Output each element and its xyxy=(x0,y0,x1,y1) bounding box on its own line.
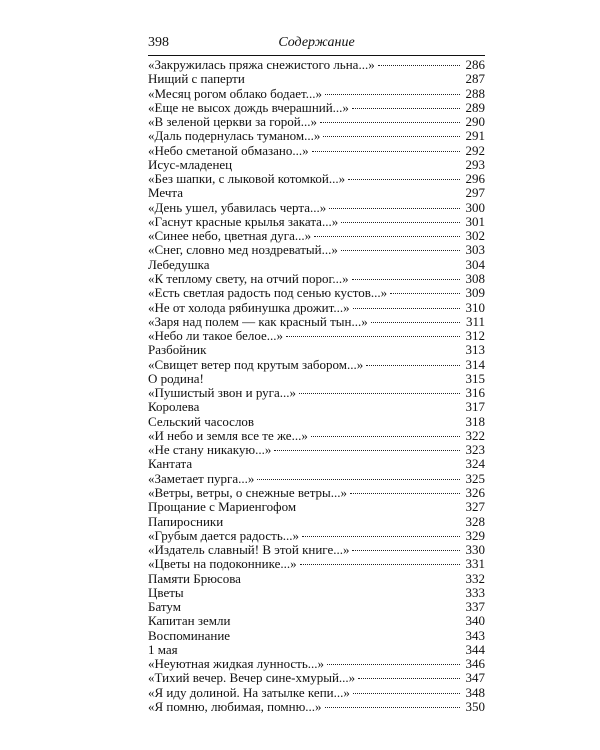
toc-entry-page: 332 xyxy=(465,570,485,586)
toc-entry xyxy=(148,600,485,614)
toc-entry xyxy=(148,657,485,671)
toc-entry-title: «Без шапки, с лыковой котомкой...» xyxy=(148,171,346,187)
toc-entry-page: 314 xyxy=(465,356,485,372)
dot-leader xyxy=(320,122,460,123)
toc-entry xyxy=(148,415,485,429)
dot-leader xyxy=(302,536,460,537)
toc-entry-page: 300 xyxy=(465,199,485,215)
toc-entry-title: «Свищет ветер под крутым забором...» xyxy=(148,356,364,372)
toc-entry-title: «Ветры, ветры, о снежные ветры...» xyxy=(148,484,348,500)
dot-leader xyxy=(327,664,460,665)
dot-leader xyxy=(186,193,460,194)
dot-leader xyxy=(235,165,460,166)
toc-entry xyxy=(148,429,485,443)
toc-entry-page: 340 xyxy=(465,613,485,629)
dot-leader xyxy=(244,579,460,580)
toc-entry-title: «Гаснут красные крылья заката...» xyxy=(148,213,339,229)
toc-entry-title: «День ушел, убавилась черта...» xyxy=(148,199,327,215)
toc-entry xyxy=(148,543,485,557)
toc-entry xyxy=(148,515,485,529)
dot-leader xyxy=(257,422,460,423)
toc-entry xyxy=(148,186,485,200)
toc-entry-title: 1 мая xyxy=(148,641,178,657)
toc-entry xyxy=(148,386,485,400)
toc-entry-title: Воспоминание xyxy=(148,627,231,643)
toc-entry-title: «Не от холода рябинушка дрожит...» xyxy=(148,299,350,315)
toc-entry xyxy=(148,129,485,143)
dot-leader xyxy=(352,108,460,109)
toc-entry-page: 323 xyxy=(465,442,485,458)
dot-leader xyxy=(312,151,460,152)
toc-entry-page: 337 xyxy=(465,599,485,615)
toc-entry-page: 346 xyxy=(465,656,485,672)
toc-entry xyxy=(148,643,485,657)
header-rule xyxy=(148,55,485,56)
toc-entry xyxy=(148,315,485,329)
toc-entry-title: «И небо и земля все те же...» xyxy=(148,427,308,443)
dot-leader xyxy=(181,650,460,651)
toc-entry-title: Королева xyxy=(148,399,200,415)
toc-entry-title: «Цветы на подоконнике...» xyxy=(148,556,297,572)
toc-entry-page: 291 xyxy=(465,128,485,144)
toc-entry xyxy=(148,372,485,386)
toc-entry-title: Цветы xyxy=(148,584,184,600)
dot-leader xyxy=(323,136,460,137)
toc-entry-title: «Еще не высох дождь вчерашний...» xyxy=(148,99,349,115)
toc-entry-title: «Тихий вечер. Вечер сине-хмурый...» xyxy=(148,670,356,686)
toc-entry xyxy=(148,486,485,500)
dot-leader xyxy=(286,336,460,337)
toc-entry-page: 329 xyxy=(465,527,485,543)
toc-entry-page: 288 xyxy=(465,85,485,101)
toc-entry-page: 302 xyxy=(465,228,485,244)
toc-entry xyxy=(148,58,485,72)
toc-entry xyxy=(148,614,485,628)
toc-entry xyxy=(148,572,485,586)
toc-entry-title: «Издатель славный! В этой книге...» xyxy=(148,542,350,558)
toc-entry-page: 296 xyxy=(465,171,485,187)
dot-leader xyxy=(209,350,460,351)
toc-entry xyxy=(148,671,485,685)
toc-entry-page: 309 xyxy=(465,285,485,301)
toc-entry xyxy=(148,201,485,215)
dot-leader xyxy=(390,293,460,294)
toc-entry-title: Разбойник xyxy=(148,342,207,358)
toc-entry-page: 303 xyxy=(465,242,485,258)
toc-entry-title: Батум xyxy=(148,599,181,615)
toc-entry-page: 286 xyxy=(465,57,485,72)
dot-leader xyxy=(358,678,460,679)
toc-entry-page: 311 xyxy=(465,313,485,329)
toc-entry-title: Нищий с паперти xyxy=(148,71,245,87)
toc-entry-title: «Небо ли такое белое...» xyxy=(148,328,284,344)
toc-entry-title: «Закружилась пряжа снежистого льна...» xyxy=(148,57,375,72)
toc-entry-page: 347 xyxy=(465,670,485,686)
toc-entry-page: 304 xyxy=(465,256,485,272)
dot-leader xyxy=(184,607,460,608)
toc-entry xyxy=(148,243,485,257)
toc-entry-page: 310 xyxy=(465,299,485,315)
toc-entry-title: «Грубым дается радость...» xyxy=(148,527,300,543)
toc-entry-page: 331 xyxy=(465,556,485,572)
toc-entry-page: 327 xyxy=(465,499,485,515)
dot-leader xyxy=(195,464,460,465)
dot-leader xyxy=(311,436,460,437)
toc-entry xyxy=(148,272,485,286)
toc-entry-title: «Не стану никакую...» xyxy=(148,442,272,458)
toc-entry-page: 308 xyxy=(465,270,485,286)
toc-entry xyxy=(148,258,485,272)
dot-leader xyxy=(341,250,460,251)
toc-entry xyxy=(148,229,485,243)
toc-entry-title: Исус-младенец xyxy=(148,156,233,172)
toc-entry-page: 297 xyxy=(465,185,485,201)
toc-entry-title: «Пушистый звон и руга...» xyxy=(148,385,297,401)
toc-entry-title: Лебедушка xyxy=(148,256,210,272)
dot-leader xyxy=(299,393,460,394)
dot-leader xyxy=(371,322,460,323)
toc-entry-title: «Даль подернулась туманом...» xyxy=(148,128,321,144)
toc-entry-title: «К теплому свету, на отчий порог...» xyxy=(148,270,349,286)
dot-leader xyxy=(257,479,460,480)
toc-entry-page: 318 xyxy=(465,413,485,429)
toc-entry-page: 316 xyxy=(465,385,485,401)
dot-leader xyxy=(366,365,460,366)
toc-entry xyxy=(148,158,485,172)
toc-entry-title: «Заметает пурга...» xyxy=(148,470,255,486)
dot-leader xyxy=(187,593,460,594)
toc-entry-page: 326 xyxy=(465,484,485,500)
toc-entry xyxy=(148,301,485,315)
dot-leader xyxy=(348,179,460,180)
dot-leader xyxy=(248,79,460,80)
toc-entry-page: 324 xyxy=(465,456,485,472)
toc-entry-title: «В зеленой церкви за горой...» xyxy=(148,114,318,130)
toc-entry-title: Прощание с Мариенгофом xyxy=(148,499,297,515)
toc-entry-title: Капитан земли xyxy=(148,613,231,629)
toc-entry xyxy=(148,215,485,229)
toc-entry xyxy=(148,586,485,600)
toc-entry-title: «Синее небо, цветная дуга...» xyxy=(148,228,312,244)
toc-entry-page: 315 xyxy=(465,370,485,386)
dot-leader xyxy=(314,236,460,237)
dot-leader xyxy=(325,707,460,708)
toc-entry-page: 343 xyxy=(465,627,485,643)
toc-entry-page: 325 xyxy=(465,470,485,486)
toc-entry xyxy=(148,343,485,357)
toc-entry-page: 330 xyxy=(465,542,485,558)
toc-entry-title: Сельский часослов xyxy=(148,413,255,429)
toc-entry xyxy=(148,115,485,129)
dot-leader xyxy=(299,507,460,508)
dot-leader xyxy=(300,564,460,565)
toc-entry xyxy=(148,286,485,300)
dot-leader xyxy=(325,94,460,95)
toc-entry xyxy=(148,172,485,186)
dot-leader xyxy=(274,450,460,451)
toc-entry-title: Памяти Брюсова xyxy=(148,570,241,586)
toc-entry-page: 344 xyxy=(465,641,485,657)
toc-entry-title: «Месяц рогом облако бодает...» xyxy=(148,85,322,101)
toc-entry-page: 301 xyxy=(465,213,485,229)
dot-leader xyxy=(352,550,460,551)
toc-entry-title: «Небо сметаной обмазано...» xyxy=(148,142,309,158)
toc-entry xyxy=(148,72,485,86)
toc-entry-page: 293 xyxy=(465,156,485,172)
dot-leader xyxy=(341,222,460,223)
toc-entry-title: Мечта xyxy=(148,185,183,201)
toc-entry xyxy=(148,557,485,571)
toc-entry-title: «Я помню, любимая, помню...» xyxy=(148,698,322,714)
dot-leader xyxy=(353,693,460,694)
toc-entry-title: «Есть светлая радость под сенью кустов...» xyxy=(148,285,388,301)
dot-leader xyxy=(226,522,460,523)
toc-entry xyxy=(148,629,485,643)
toc-entry xyxy=(148,101,485,115)
toc-entry-page: 322 xyxy=(465,427,485,443)
toc-entry-page: 292 xyxy=(465,142,485,158)
dot-leader xyxy=(329,208,460,209)
section-title: Содержание xyxy=(278,35,355,50)
toc-entry xyxy=(148,400,485,414)
toc-entry-page: 312 xyxy=(465,328,485,344)
toc-entry xyxy=(148,700,485,714)
toc-entry-page: 289 xyxy=(465,99,485,115)
toc-entry-title: О родина! xyxy=(148,370,204,386)
dot-leader xyxy=(378,65,460,66)
toc-entry-page: 350 xyxy=(465,698,485,714)
toc-entry xyxy=(148,329,485,343)
page-header xyxy=(148,35,485,55)
toc-entry xyxy=(148,457,485,471)
toc-entry xyxy=(148,686,485,700)
dot-leader xyxy=(213,265,460,266)
toc-entry-title: «Заря над полем — как красный тын...» xyxy=(148,313,368,329)
dot-leader xyxy=(207,379,460,380)
toc-entry xyxy=(148,87,485,101)
toc-entry xyxy=(148,443,485,457)
table-of-contents xyxy=(148,58,485,714)
toc-entry-page: 287 xyxy=(465,71,485,87)
dot-leader xyxy=(233,621,460,622)
toc-entry xyxy=(148,500,485,514)
toc-entry xyxy=(148,472,485,486)
toc-entry-page: 348 xyxy=(465,684,485,700)
dot-leader xyxy=(353,308,460,309)
toc-entry-page: 290 xyxy=(465,114,485,130)
toc-entry-title: «Я иду долиной. На затылке кепи...» xyxy=(148,684,350,700)
dot-leader xyxy=(352,279,460,280)
dot-leader xyxy=(350,493,460,494)
page-number: 398 xyxy=(148,35,169,50)
toc-entry xyxy=(148,358,485,372)
toc-entry-title: «Снег, словно мед ноздреватый...» xyxy=(148,242,338,258)
toc-entry-title: «Неуютная жидкая лунность...» xyxy=(148,656,325,672)
toc-entry xyxy=(148,529,485,543)
toc-entry-title: Кантата xyxy=(148,456,193,472)
dot-leader xyxy=(202,407,460,408)
dot-leader xyxy=(233,636,460,637)
toc-entry-title: Папиросники xyxy=(148,513,224,529)
toc-entry-page: 313 xyxy=(465,342,485,358)
toc-entry-page: 328 xyxy=(465,513,485,529)
toc-entry-page: 333 xyxy=(465,584,485,600)
toc-entry xyxy=(148,144,485,158)
toc-entry-page: 317 xyxy=(465,399,485,415)
